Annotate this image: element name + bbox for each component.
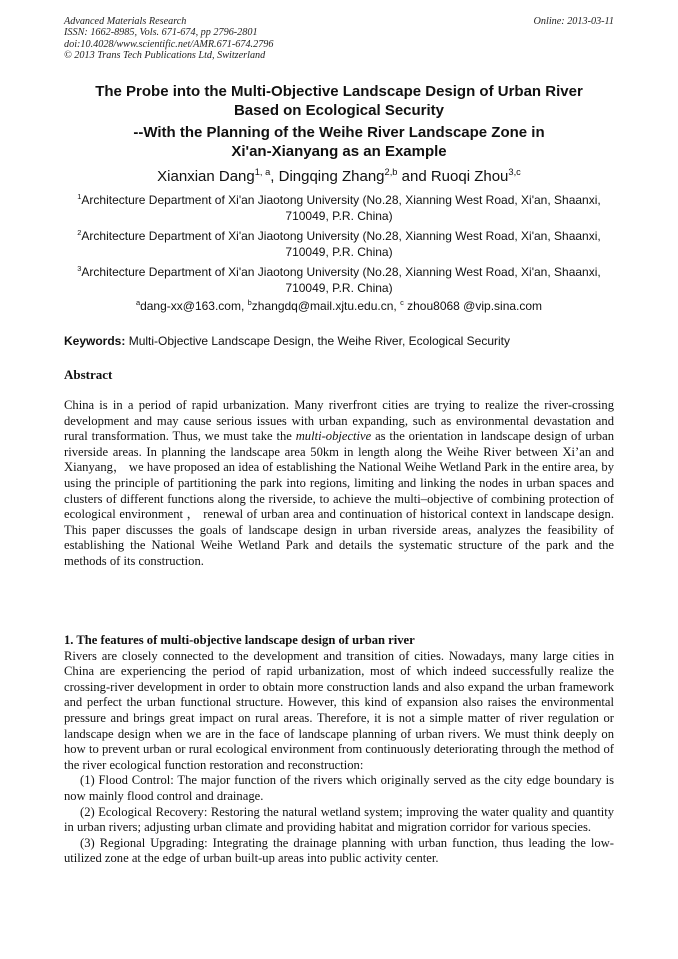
abstract-text-part-1: China is in a period of rapid urbanization. Many riverfront cities are trying to realize the river-crossing development and may cause serious issues with urban expanding, such as environmental devastation and rural transformation. Thus, we must take the [64, 398, 614, 444]
journal-header [64, 16, 614, 61]
author-name: Dingqing Zhang [278, 168, 385, 185]
title-line-1: The Probe into the Multi-Objective Landscape Design of Urban River [95, 83, 583, 100]
email-address[interactable]: zhou8068 @vip.sina.com [403, 299, 543, 313]
author-name: Xianxian Dang [157, 168, 255, 185]
section-1 [64, 633, 614, 867]
keywords-line [64, 334, 614, 349]
keywords-label: Keywords: [64, 334, 126, 348]
affiliation-sup: 3 [77, 264, 82, 273]
abstract-paragraph [64, 398, 614, 570]
author-sup: 1, a [254, 167, 271, 177]
author-separator: and [397, 168, 431, 185]
issn-line: ISSN: 1662-8985, Vols. 671-674, pp 2796-2801 [64, 27, 258, 39]
abstract-body [64, 398, 614, 570]
section-1-heading: 1. The features of multi-objective landscape design of urban river [64, 633, 415, 647]
section-1-paragraph: Rivers are closely connected to the development and transition of cities. Nowadays, many large cities in China are experiencing the period of rapid urbanization, most of which indeed successfully realize the crossing-river development in order to obtain more construction lands and also expand the urban framework and perfect the urban functional structure. However, this kind of expansion also raises the environmental pressure and brings great impact on rural areas. Therefore, it is not a simple matter of river regulation or landscape design when we are in the face of landscape planning of urban rivers. We must think deeply on how to prevent urban or rural ecological environment from continuously deteriorating through the method of the river ecological function restoration and reconstruction: [64, 648, 614, 772]
affiliation-text: Architecture Department of Xi'an Jiaotong University (No.28, Xianning West Road, Xi'an, Shaanxi, 710049, P.R. China) [81, 265, 601, 295]
copyright-line: © 2013 Trans Tech Publications Ltd, Switzerland [64, 49, 266, 61]
email-sup: c [400, 298, 404, 307]
affiliation-text: Architecture Department of Xi'an Jiaotong University (No.28, Xianning West Road, Xi'an, Shaanxi, 710049, P.R. China) [81, 229, 601, 259]
email-sup: a [135, 298, 141, 307]
email-separator: , [393, 299, 401, 313]
affiliation-3 [64, 265, 614, 296]
abstract-text-part-2: as the orientation in landscape design of urban riverside areas. In planning the landscape area 50km in length along the Weihe River between Xi’an and Xianyang， we have proposed an idea of establishing the National Weihe Wetland Park in the entire area, by using the principle of partitioning the park into regions, limiting and linking the nodes in urban spaces and clusters of different functions along the riverside, to achieve the multi–objective of combining protection of ecological environment ， renewal of urban area and continuation of historical context in landscape design. This paper discusses the goals of landscape design in urban riverside areas, analyzes the feasibility of establishing the National Weihe Wetland Park and details the systematic structure of the park and the methods of its construction. [64, 429, 614, 568]
author-sup: 2,b [384, 167, 398, 177]
email-sup: b [247, 298, 252, 307]
paper-subtitle [64, 123, 614, 161]
paper-title [64, 82, 614, 120]
keywords-text: Multi-Objective Landscape Design, the Weihe River, Ecological Security [125, 334, 510, 348]
doi-line[interactable]: doi:10.4028/www.scientific.net/AMR.671-674.2796 [64, 38, 274, 50]
title-line-2: Based on Ecological Security [233, 102, 445, 119]
author-sup: 3,c [508, 167, 521, 177]
affiliation-text: Architecture Department of Xi'an Jiaotong University (No.28, Xianning West Road, Xi'an, Shaanxi, 710049, P.R. China) [81, 193, 601, 223]
author-name: Ruoqi Zhou [430, 168, 509, 185]
section-1-item-regional-upgrading: (3) Regional Upgrading: Integrating the drainage planning with urban function, thus leading the low-utilized zone at the edge of urban built-up areas into public activity center. [64, 835, 614, 866]
email-separator: , [240, 299, 248, 313]
affiliation-1 [64, 193, 614, 224]
subtitle-line-1: --With the Planning of the Weihe River Landscape Zone in [133, 124, 545, 141]
affiliation-2 [64, 229, 614, 260]
email-address[interactable]: zhangdq@mail.xjtu.edu.cn [251, 299, 394, 313]
journal-name: Advanced Materials Research [64, 16, 187, 27]
abstract-heading: Abstract [64, 367, 113, 382]
section-1-item-ecological-recovery: (2) Ecological Recovery: Restoring the natural wetland system; improving the water quality and quantity in urban rivers; adjusting urban climate and providing habitat and migration corridor for various species. [64, 804, 614, 835]
online-date: Online: 2013-03-11 [533, 16, 614, 27]
subtitle-line-2: Xi'an-Xianyang as an Example [231, 143, 447, 160]
affiliation-sup: 1 [77, 192, 82, 201]
author-list [64, 167, 614, 186]
email-list [64, 299, 614, 314]
author-separator: , [270, 168, 279, 185]
abstract-emphasis: multi-objective [295, 429, 372, 444]
section-1-item-flood-control: (1) Flood Control: The major function of the rivers which originally served as the city edge boundary is now mainly flood control and drainage. [64, 773, 614, 803]
affiliation-sup: 2 [77, 228, 82, 237]
email-address[interactable]: dang-xx@163.com [140, 299, 241, 313]
